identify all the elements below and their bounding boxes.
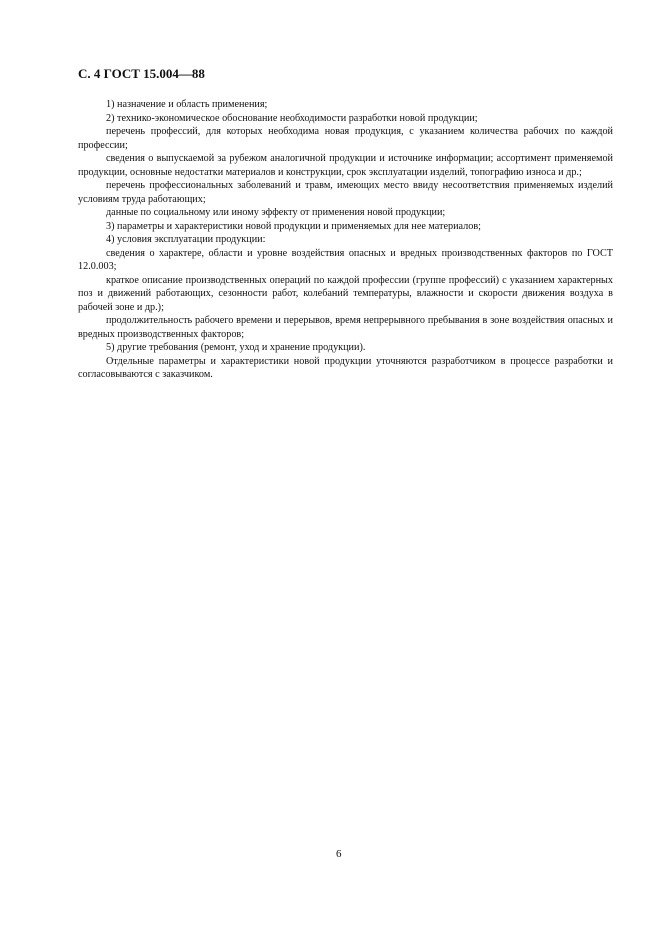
paragraph: Отдельные параметры и характеристики новой продукции уточняются разработчиком в процессе разработки и согласовываются с заказчиком. [78, 355, 613, 380]
paragraph: краткое описание производственных операций по каждой профессии (группе профессий) с указанием характерных поз и движений работающих, сезонности работ, колебаний температуры, влажности и скорости движения воздуха в рабочей зоне и др.); [78, 274, 613, 313]
paragraph: 2) технико-экономическое обоснование необходимости разработки новой продукции; [106, 112, 478, 124]
paragraph: 3) параметры и характеристики новой продукции и применяемых для нее материалов; [106, 220, 481, 232]
paragraph: данные по социальному или иному эффекту от применения новой продукции; [106, 207, 446, 218]
page-number: 6 [336, 848, 342, 860]
paragraph: перечень профессий, для которых необходима новая продукция, с указанием количества рабочих по каждой профессии; [78, 126, 613, 151]
document-body [78, 98, 613, 382]
page-header: С. 4 ГОСТ 15.004—88 [78, 66, 205, 81]
paragraph: продолжительность рабочего времени и перерывов, время непрерывного пребывания в зоне воздействия опасных и вредных производственных факторов; [78, 315, 613, 340]
paragraph: сведения о характере, области и уровне воздействия опасных и вредных производственных факторов по ГОСТ 12.0.003; [78, 247, 613, 272]
paragraph: перечень профессиональных заболеваний и травм, имеющих место ввиду несоответствия применяемых изделий условиям труда работающих; [78, 180, 613, 205]
paragraph: 5) другие требования (ремонт, уход и хранение продукции). [106, 342, 366, 353]
paragraph: сведения о выпускаемой за рубежом аналогичной продукции и источнике информации; ассортимент применяемой продукции, основные недостатки материалов и конструкции, срок эксплуатации изделий, топографию износа и др.; [78, 153, 613, 178]
paragraph: 4) условия эксплуатации продукции: [106, 234, 266, 245]
paragraph: 1) назначение и область применения; [106, 99, 268, 110]
